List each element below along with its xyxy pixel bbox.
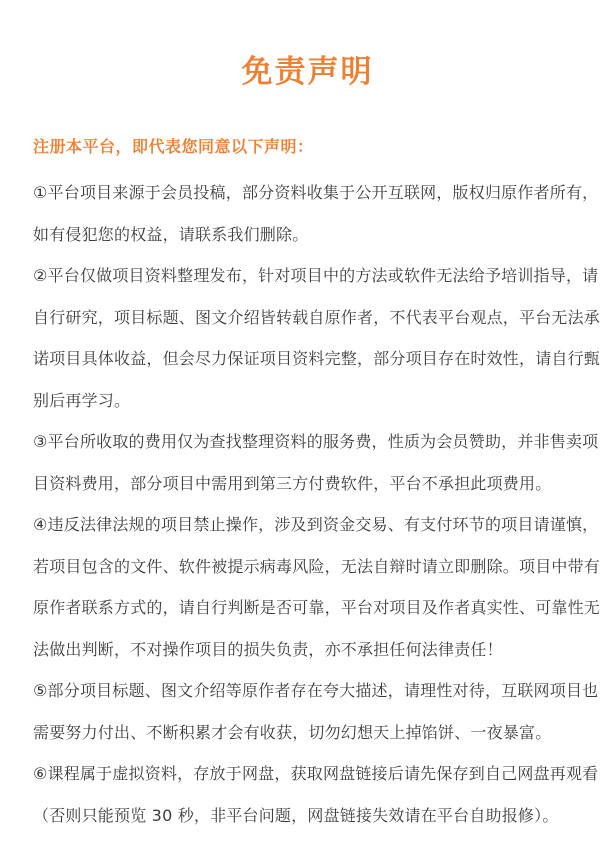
text-line: 原作者联系方式的，请自行判断是否可靠，平台对项目及作者真实性、可靠性无 — [33, 598, 601, 617]
text-line: 别后再学习。 — [33, 390, 131, 410]
text-line: 若项目包含的文件、软件被提示病毒风险，无法自辩时请立即删除。项目中带有 — [33, 556, 601, 576]
text-line: 目资料费用，部分项目中需用到第三方付费软件，平台不承担此项费用。 — [33, 473, 552, 493]
text-line: 诺项目具体收益，但会尽力保证项目资料完整，部分项目存在时效性，请自行甄 — [33, 349, 601, 368]
intro-statement: 注册本平台，即代表您同意以下声明： — [33, 137, 314, 156]
text-line: ③平台所收取的费用仅为查找整理资料的服务费，性质为会员赞助，并非售卖项 — [33, 432, 599, 451]
disclaimer-paragraph — [33, 255, 601, 421]
page-title: 免责声明 — [241, 54, 374, 90]
disclaimer-paragraph — [33, 421, 599, 504]
text-line: ⑥课程属于虚拟资料，存放于网盘，获取网盘链接后请先保存到自己网盘再观看 — [33, 764, 599, 783]
text-line: ①平台项目来源于会员投稿，部分资料收集于公开互联网，版权归原作者所有， — [33, 183, 599, 202]
text-line: 自行研究，项目标题、图文介绍皆转载自原作者，不代表平台观点，平台无法承 — [33, 307, 601, 327]
text-line: 如有侵犯您的权益，请联系我们删除。 — [33, 224, 309, 244]
text-line: 需要努力付出、不断积累才会有收获，切勿幻想天上掉馅饼、一夜暴富。 — [33, 722, 552, 742]
disclaimer-paragraph — [33, 670, 599, 753]
disclaimer-paragraph — [33, 504, 601, 670]
text-line: ②平台仅做项目资料整理发布，针对项目中的方法或软件无法给予培训指导，请 — [33, 266, 599, 285]
text-line: （否则只能预览 30 秒，非平台问题，网盘链接失效请在平台自助报修）。 — [33, 805, 559, 825]
text-line: ④违反法律法规的项目禁止操作，涉及到资金交易、有支付环节的项目请谨慎， — [33, 515, 599, 534]
disclaimer-content — [0, 172, 615, 836]
text-line: 法做出判断，不对操作项目的损失负责，亦不承担任何法律责任！ — [33, 639, 503, 659]
disclaimer-paragraph — [33, 753, 599, 836]
disclaimer-paragraph — [33, 172, 599, 255]
text-line: ⑤部分项目标题、图文介绍等原作者存在夸大描述，请理性对待，互联网项目也 — [33, 681, 599, 700]
